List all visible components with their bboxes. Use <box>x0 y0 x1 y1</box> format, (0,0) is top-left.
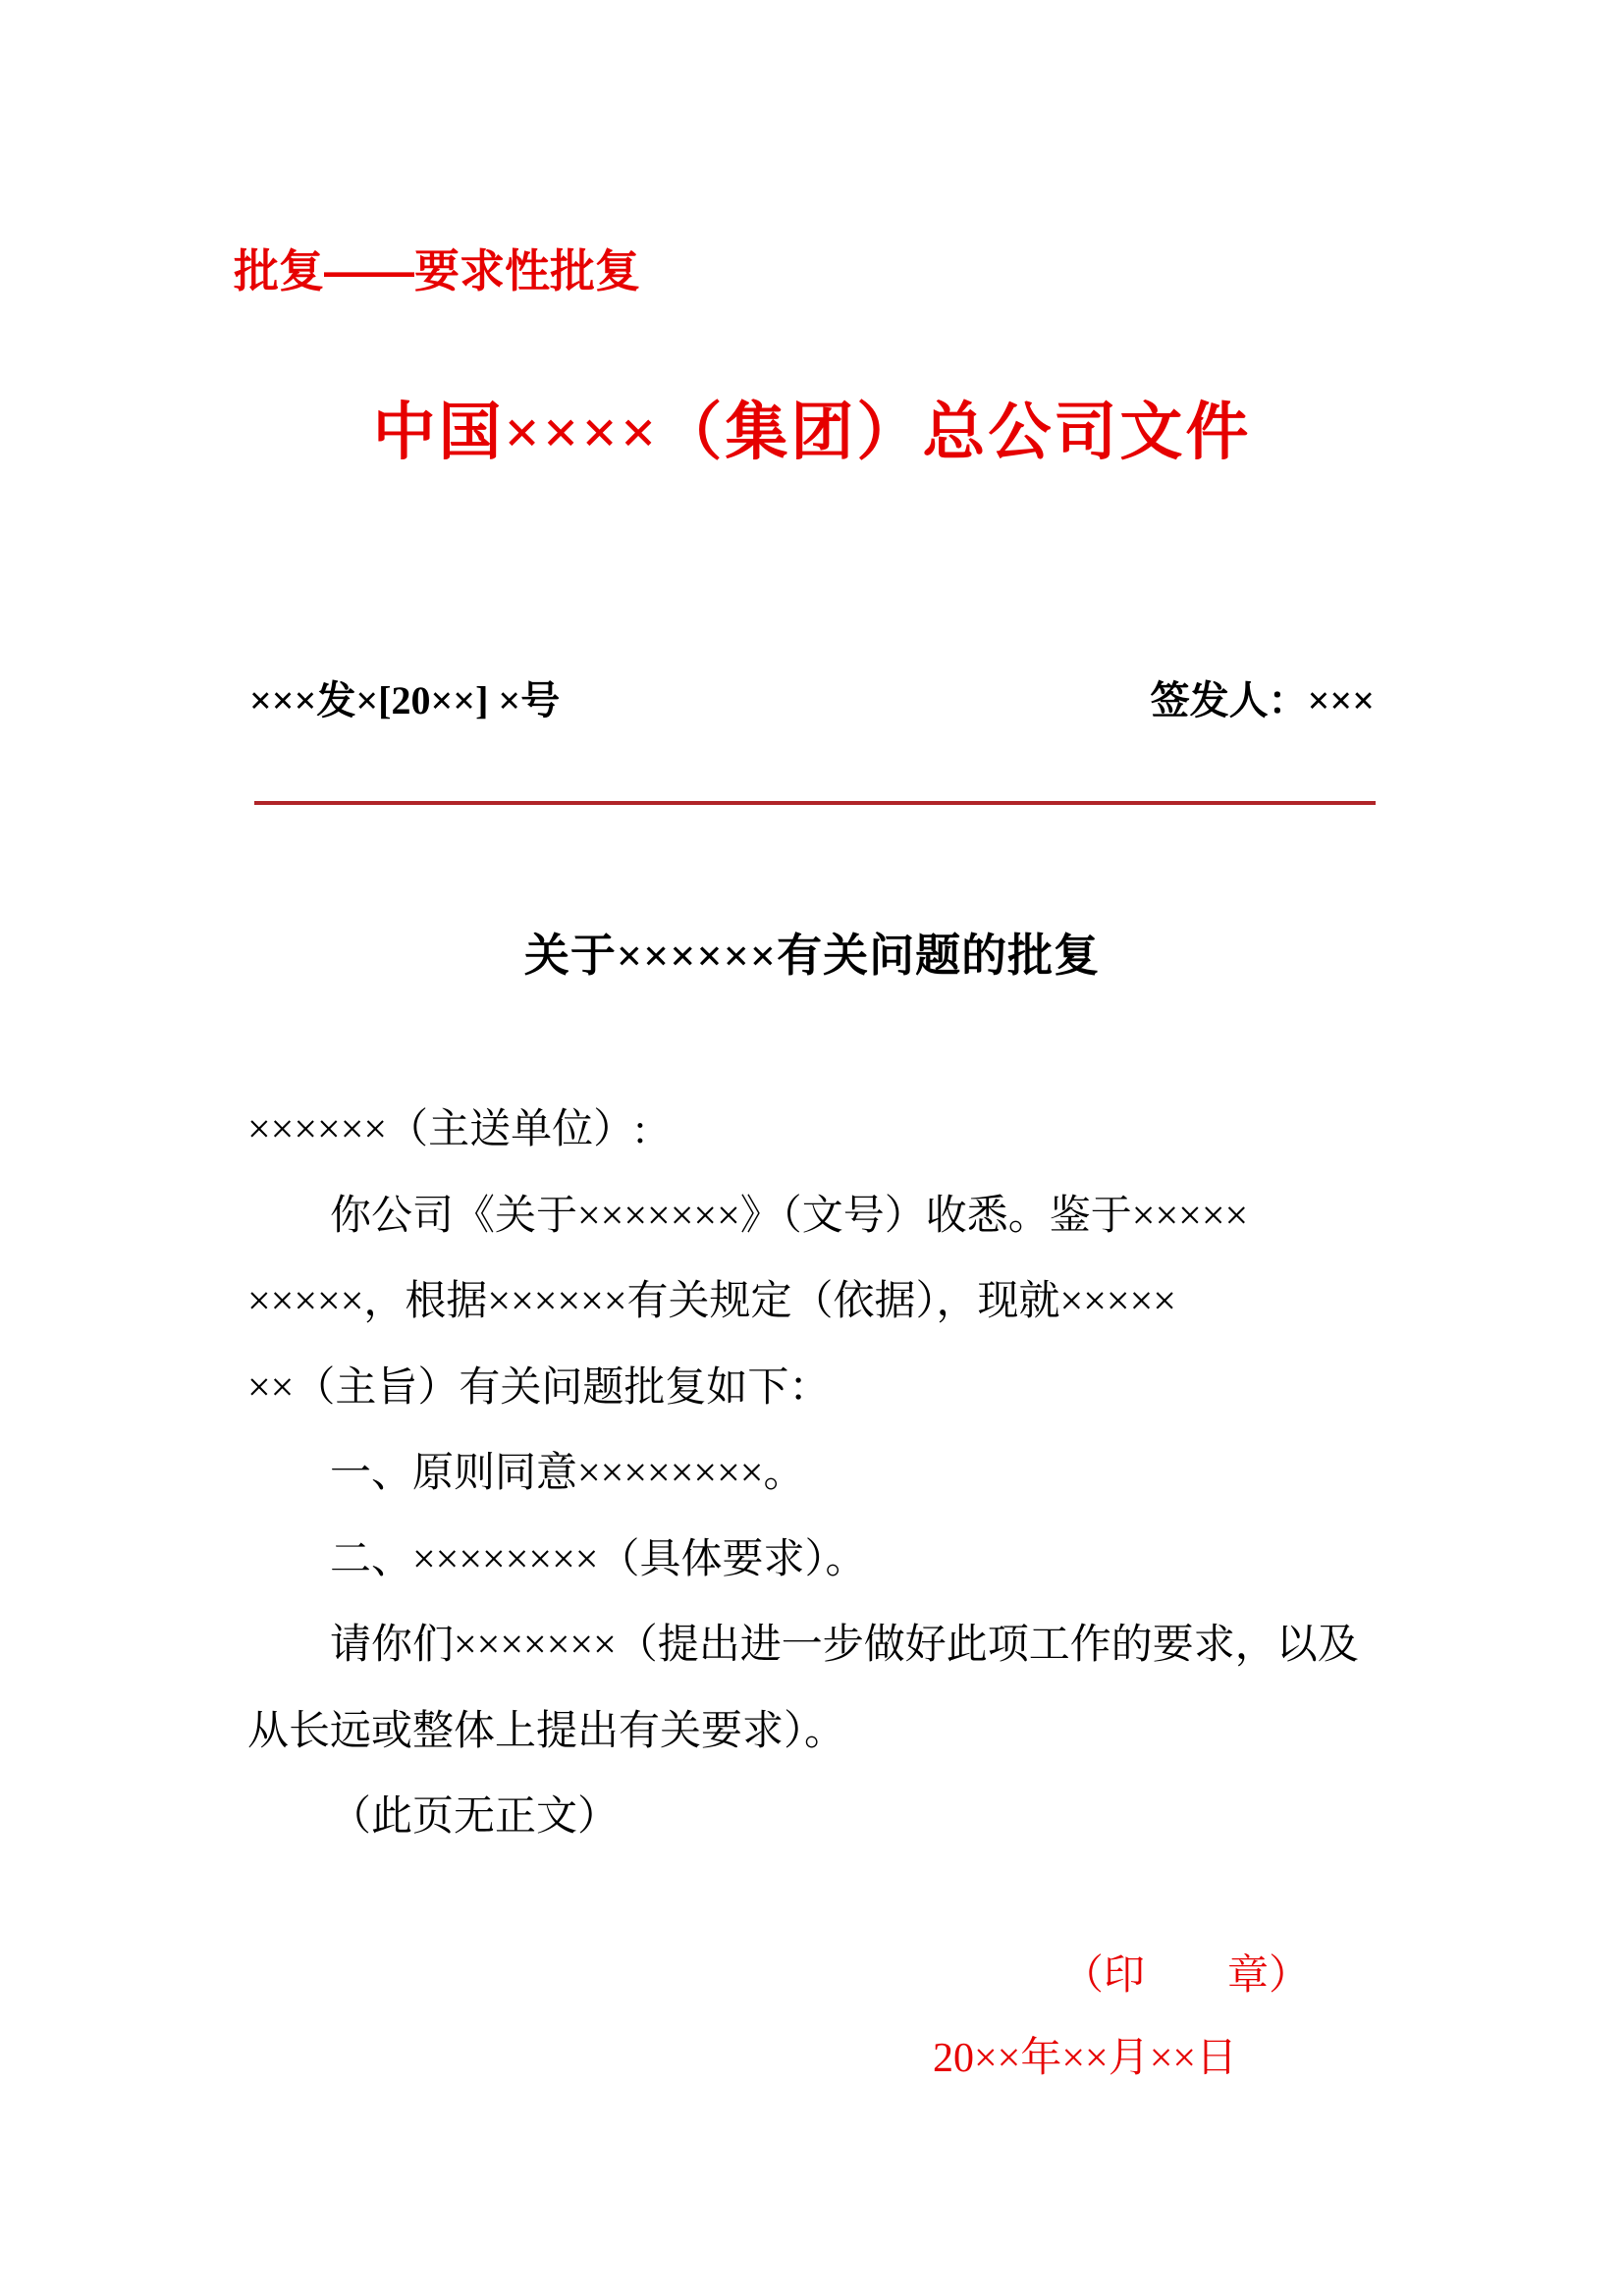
signer-label: 签发人：××× <box>1150 678 1375 722</box>
red-separator-line <box>254 801 1376 805</box>
category-label: 批复——要求性批复 <box>234 245 640 296</box>
body-line-item-2: 二、××××××××（具体要求）。 <box>330 1536 867 1582</box>
body-line: ××（主旨）有关问题批复如下： <box>247 1364 831 1411</box>
body-line: 请你们×××××××（提出进一步做好此项工作的要求，以及 <box>330 1623 1359 1668</box>
body-line-recipient: ××××××（主送单位）: <box>247 1107 646 1152</box>
body-line-item-1: 一、原则同意××××××××。 <box>330 1451 805 1496</box>
body-line: ×××××，根据××××××有关规定（依据），现就××××× <box>247 1279 1176 1324</box>
body-text <box>247 1088 1377 1861</box>
seal-placeholder: （印 章） <box>1062 1953 1311 1999</box>
doc-number: ×××发×[20××] ×号 <box>249 678 561 722</box>
subject-title: 关于××××××有关问题的批复 <box>523 931 1101 981</box>
doc-number-row <box>249 677 1375 724</box>
body-line: 从长远或整体上提出有关要求）。 <box>247 1708 846 1754</box>
issue-date: 20××年××月××日 <box>933 2036 1238 2081</box>
body-line: 你公司《关于×××××××》（文号）收悉。鉴于××××× <box>330 1193 1249 1239</box>
body-line-no-text-note: （此页无正文） <box>330 1794 620 1840</box>
org-title: 中国××××（集团）总公司文件 <box>372 398 1252 467</box>
